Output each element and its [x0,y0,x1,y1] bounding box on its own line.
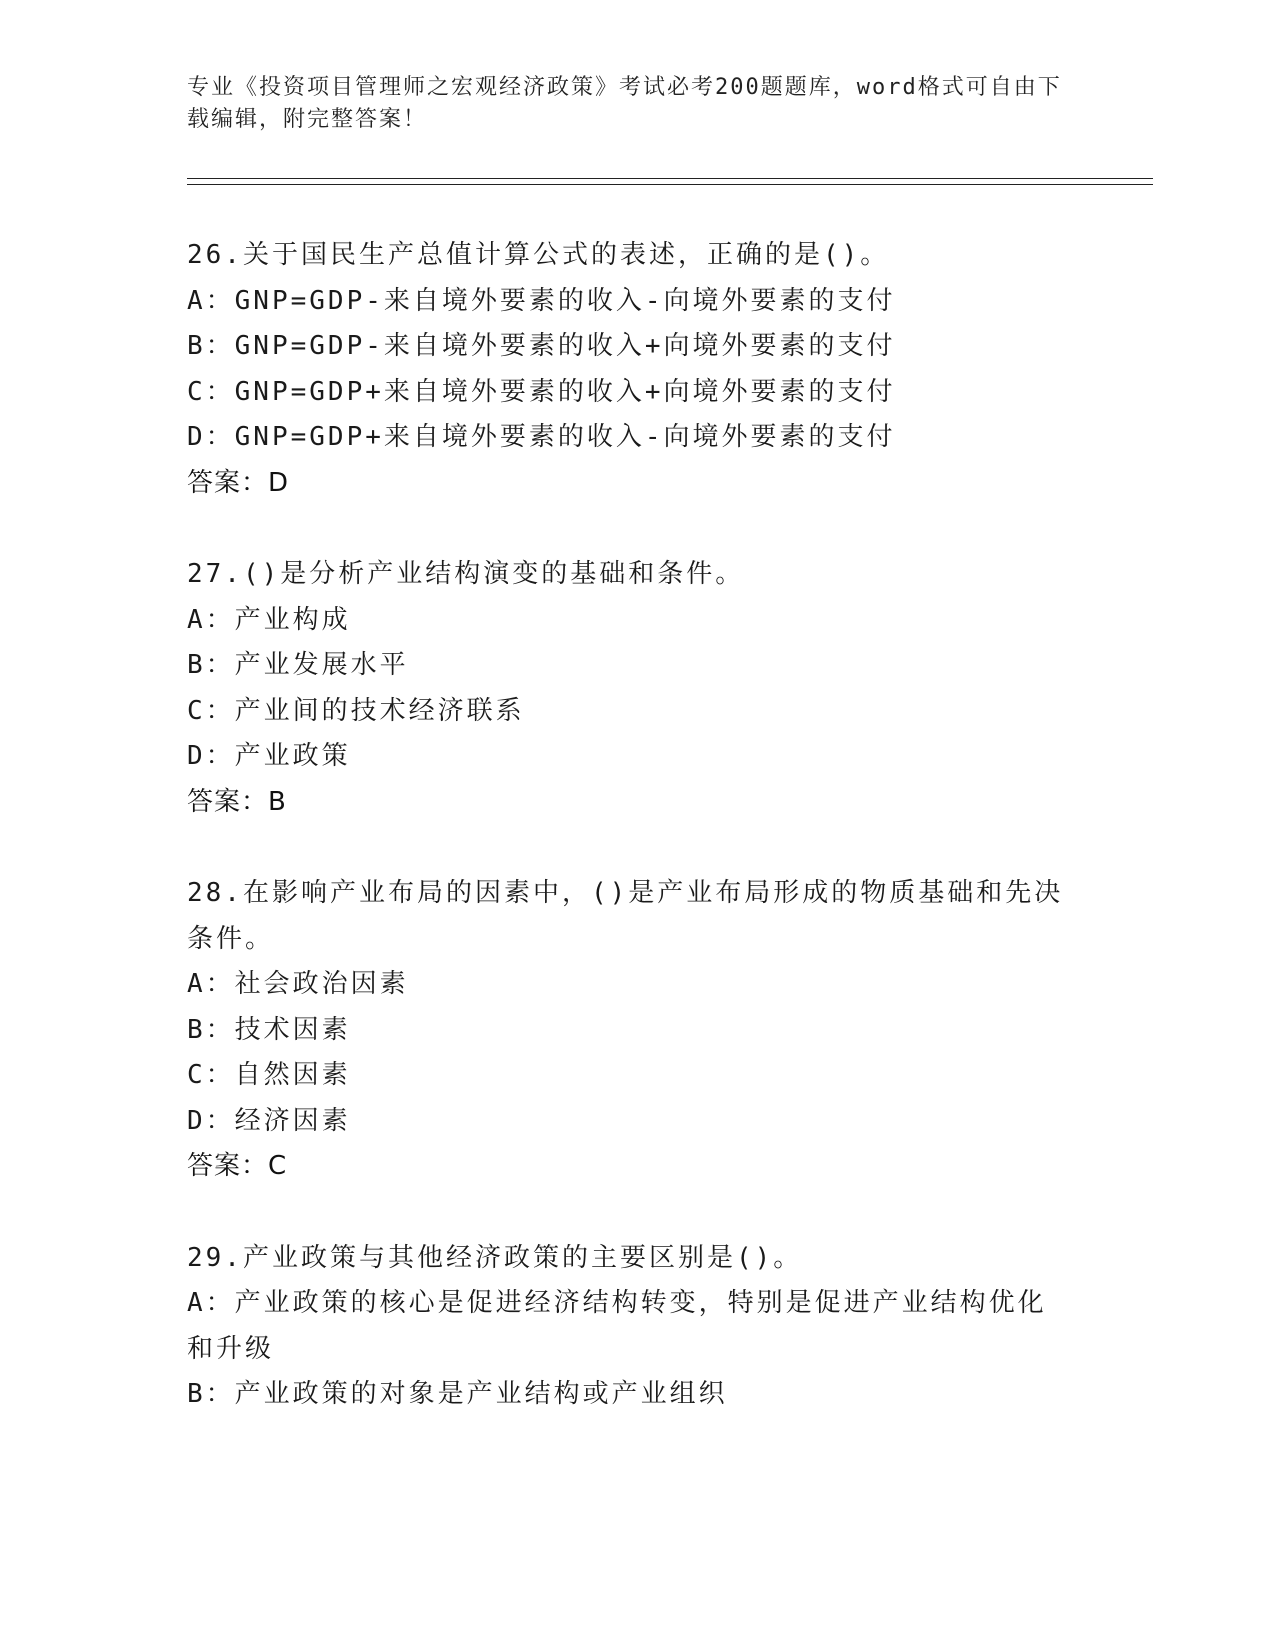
option-c: C：GNP=GDP+来自境外要素的收入+向境外要素的支付 [187,376,896,407]
option-b: B：GNP=GDP-来自境外要素的收入+向境外要素的支付 [187,331,896,361]
question-29 [187,1236,1087,1418]
header-divider-bottom [187,184,1153,185]
option-d: D：经济因素 [187,1105,351,1136]
option-a: A：产业构成 [187,604,351,635]
option-b: B：产业政策的对象是产业结构或产业组织 [187,1379,728,1409]
question-27 [187,552,1087,825]
option-a: A：GNP=GDP-来自境外要素的收入-向境外要素的支付 [187,285,896,316]
option-a: A：产业政策的核心是促进经济结构转变，特别是促进产业结构优化和升级 [187,1288,1047,1364]
option-b: B：产业发展水平 [187,650,409,680]
question-list [187,233,1087,1464]
question-stem: 26.关于国民生产总值计算公式的表述，正确的是()。 [187,240,890,270]
header-intro-text: 专业《投资项目管理师之宏观经济政策》考试必考200题题库，word格式可自由下载编辑，附完整答案！ [187,75,1062,132]
option-a: A：社会政治因素 [187,969,409,999]
option-b: B：技术因素 [187,1014,351,1045]
option-c: C：自然因素 [187,1060,351,1090]
document-header [187,72,1067,136]
question-stem: 29.产业政策与其他经济政策的主要区别是()。 [187,1242,803,1273]
option-c: C：产业间的技术经济联系 [187,695,525,726]
question-stem: 27.()是分析产业结构演变的基础和条件。 [187,559,745,589]
header-divider-top [187,178,1153,179]
answer-line: 答案：B [187,786,287,817]
answer-line: 答案：D [187,467,290,498]
question-28 [187,871,1087,1190]
question-stem: 28.在影响产业布局的因素中，()是产业布局形成的物质基础和先决条件。 [187,878,1064,954]
option-d: D：GNP=GDP+来自境外要素的收入-向境外要素的支付 [187,422,896,452]
option-d: D：产业政策 [187,741,351,771]
question-26 [187,233,1087,506]
answer-line: 答案：C [187,1151,288,1181]
